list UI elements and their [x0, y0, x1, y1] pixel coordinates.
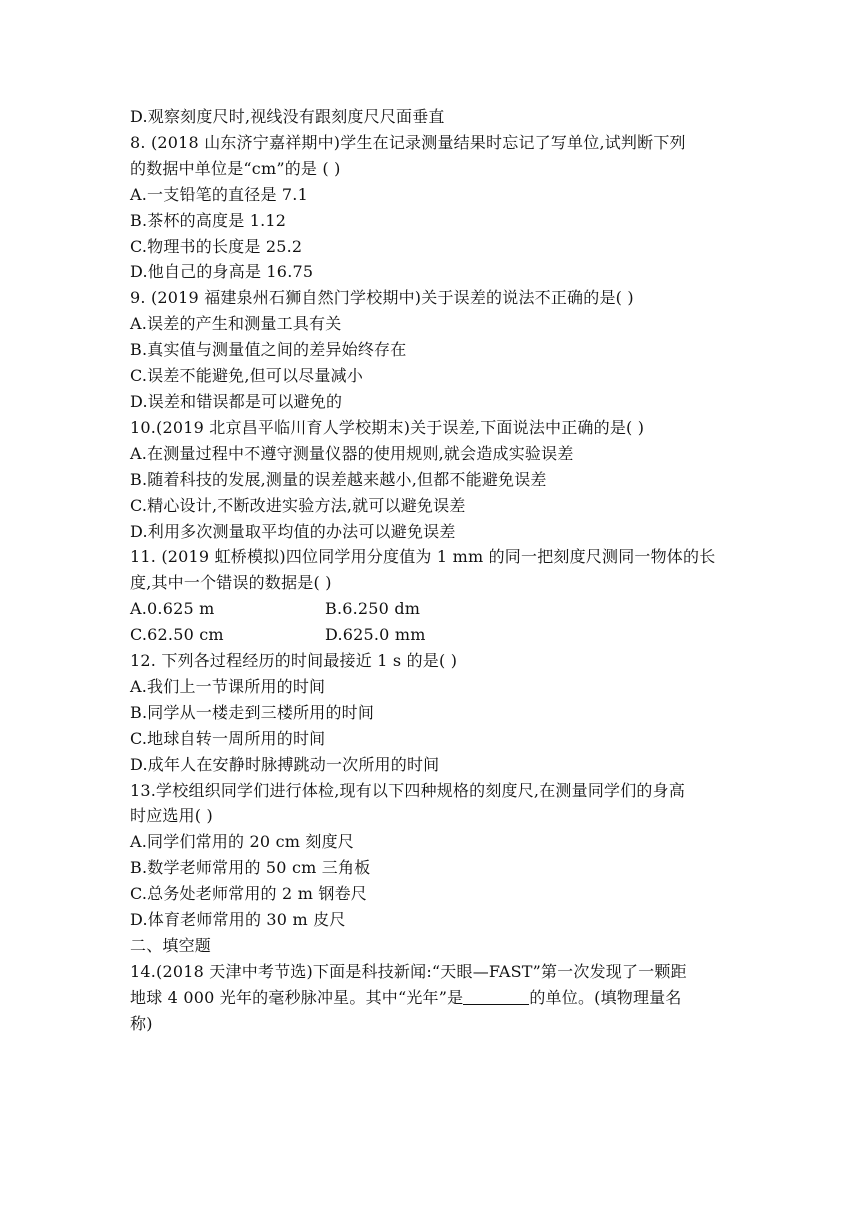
- worksheet-page: [130, 104, 736, 1037]
- q14-line3: 称): [130, 1013, 153, 1033]
- q14-answer-blank[interactable]: [463, 988, 529, 1005]
- q11-option-b: B.6.250 dm: [325, 599, 421, 619]
- q11-stem-line1: 11. (2019 虹桥模拟)四位同学用分度值为 1 mm 的同一把刻度尺测同一物体的长: [130, 547, 716, 567]
- q12-option-c: C.地球自转一周所用的时间: [130, 728, 326, 748]
- q7-option-d: D.观察刻度尺时,视线没有跟刻度尺尺面垂直: [130, 107, 445, 126]
- q9-option-a: A.误差的产生和测量工具有关: [130, 314, 342, 334]
- q13-option-c: C.总务处老师常用的 2 m 钢卷尺: [130, 884, 367, 904]
- q11-option-c: C.62.50 cm: [130, 625, 224, 645]
- q12-option-d: D.成年人在安静时脉搏跳动一次所用的时间: [130, 754, 440, 774]
- q11-option-d: D.625.0 mm: [325, 625, 426, 645]
- q8-option-d: D.他自己的身高是 16.75: [130, 262, 314, 282]
- q11-option-a: A.0.625 m: [130, 599, 215, 619]
- q10-option-b: B.随着科技的发展,测量的误差越来越小,但都不能避免误差: [130, 469, 547, 489]
- q13-stem-line2: 时应选用( ): [130, 806, 213, 826]
- q11-stem-line2: 度,其中一个错误的数据是( ): [130, 573, 332, 593]
- q8-option-a: A.一支铅笔的直径是 7.1: [130, 184, 308, 204]
- q14-text-before-blank: 地球 4 000 光年的毫秒脉冲星。其中“光年”是: [130, 987, 464, 1007]
- q12-option-a: A.我们上一节课所用的时间: [130, 676, 326, 696]
- q10-option-d: D.利用多次测量取平均值的办法可以避免误差: [130, 521, 456, 541]
- q12-stem: 12. 下列各过程经历的时间最接近 1 s 的是( ): [130, 651, 458, 671]
- section-heading-fill-in: 二、填空题: [130, 936, 212, 955]
- q14-line1: 14.(2018 天津中考节选)下面是科技新闻:“天眼—FAST”第一次发现了一颗距: [130, 961, 687, 981]
- q11-options-row1: [130, 596, 736, 622]
- q13-stem-line1: 13.学校组织同学们进行体检,现有以下四种规格的刻度尺,在测量同学们的身高: [130, 780, 686, 800]
- q10-stem: 10.(2019 北京昌平临川育人学校期末)关于误差,下面说法中正确的是( ): [130, 417, 645, 437]
- q8-option-c: C.物理书的长度是 25.2: [130, 236, 303, 256]
- q13-option-d: D.体育老师常用的 30 m 皮尺: [130, 910, 346, 930]
- q9-option-c: C.误差不能避免,但可以尽量减小: [130, 366, 364, 386]
- q14-line2: [130, 985, 736, 1011]
- q8-stem-line2: 的数据中单位是“cm”的是 ( ): [130, 158, 341, 178]
- q9-option-d: D.误差和错误都是可以避免的: [130, 391, 343, 411]
- q10-option-a: A.在测量过程中不遵守测量仪器的使用规则,就会造成实验误差: [130, 443, 574, 463]
- q12-option-b: B.同学从一楼走到三楼所用的时间: [130, 702, 375, 722]
- q8-stem-line1: 8. (2018 山东济宁嘉祥期中)学生在记录测量结果时忘记了写单位,试判断下列: [130, 132, 686, 152]
- q8-option-b: B.茶杯的高度是 1.12: [130, 210, 287, 230]
- q13-option-b: B.数学老师常用的 50 cm 三角板: [130, 858, 371, 878]
- q14-text-after-blank: 的单位。(填物理量名: [529, 987, 682, 1007]
- q9-stem: 9. (2019 福建泉州石狮自然门学校期中)关于误差的说法不正确的是( ): [130, 288, 634, 308]
- q11-options-row2: [130, 622, 736, 648]
- q13-option-a: A.同学们常用的 20 cm 刻度尺: [130, 832, 354, 852]
- q9-option-b: B.真实值与测量值之间的差异始终存在: [130, 340, 407, 360]
- q10-option-c: C.精心设计,不断改进实验方法,就可以避免误差: [130, 495, 466, 515]
